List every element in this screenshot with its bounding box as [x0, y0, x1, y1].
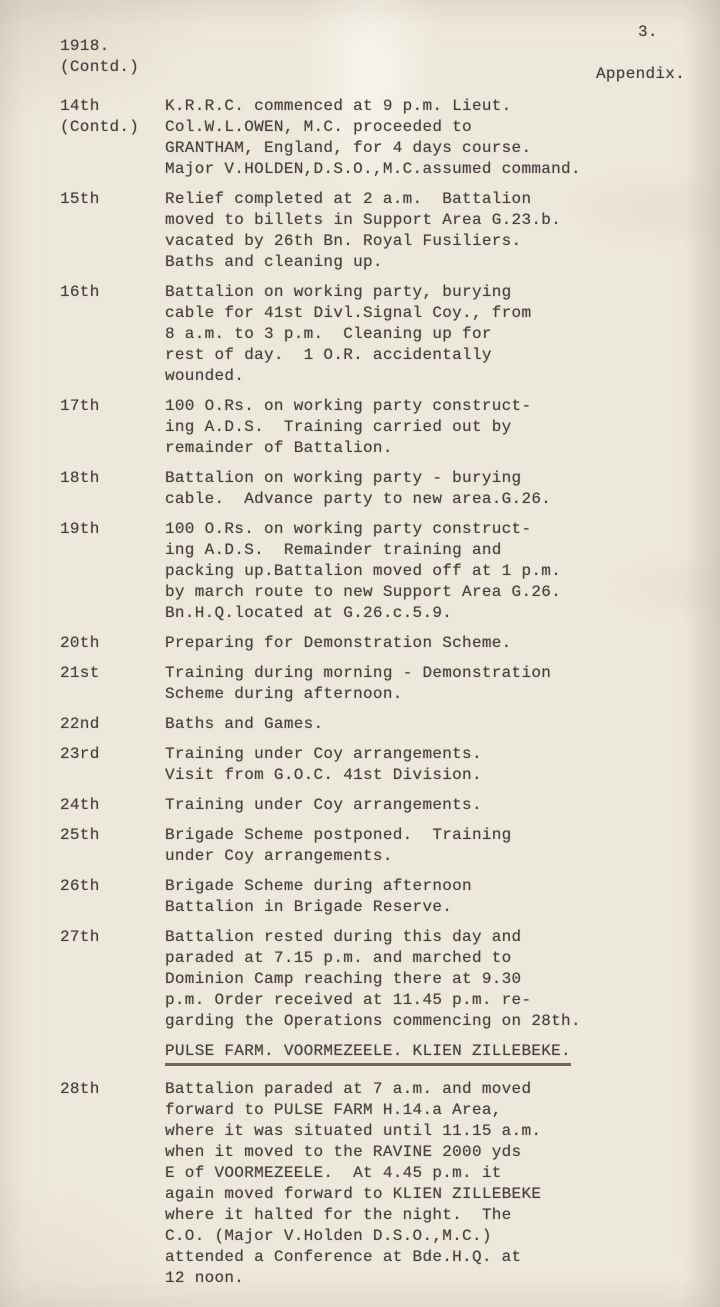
diary-entry [60, 663, 685, 705]
entry-line: E of VOORMEZEELE. At 4.45 p.m. it [165, 1164, 502, 1182]
entry-date [60, 795, 165, 816]
entry-date-line: 14th [60, 97, 100, 115]
entry-line: Baths and Games. [165, 715, 324, 733]
entry-line: Relief completed at 2 a.m. Battalion [165, 190, 532, 208]
entry-text [165, 876, 685, 918]
entry-date-line: 20th [60, 634, 100, 652]
entry-line: rest of day. 1 O.R. accidentally [165, 346, 492, 364]
entry-date-line: 16th [60, 283, 100, 301]
entry-line: wounded. [165, 367, 245, 385]
entry-date [60, 663, 165, 705]
entry-date-line: 27th [60, 928, 100, 946]
year-label: 1918. [60, 37, 110, 55]
entry-line: by march route to new Support Area G.26. [165, 583, 562, 601]
entry-line: moved to billets in Support Area G.23.b. [165, 211, 562, 229]
diary-entries [60, 96, 685, 1298]
entry-date [60, 825, 165, 867]
entry-line: packing up.Battalion moved off at 1 p.m. [165, 562, 562, 580]
entry-line: Brigade Scheme postponed. Training [165, 826, 512, 844]
diary-entry [60, 96, 685, 180]
diary-entry [60, 744, 685, 786]
entry-line: Major V.HOLDEN,D.S.O.,M.C.assumed command. [165, 160, 581, 178]
entry-line: Battalion rested during this day and [165, 928, 522, 946]
entry-line: ing A.D.S. Training carried out by [165, 418, 512, 436]
entry-line: paraded at 7.15 p.m. and marched to [165, 949, 512, 967]
entry-date [60, 96, 165, 180]
entry-line: vacated by 26th Bn. Royal Fusiliers. [165, 232, 522, 250]
entry-text [165, 468, 685, 510]
section-heading-text: PULSE FARM. VOORMEZEELE. KLIEN ZILLEBEKE. [165, 1041, 571, 1066]
entry-line: 100 O.Rs. on working party construct- [165, 397, 532, 415]
diary-entry [60, 282, 685, 387]
diary-entry [60, 876, 685, 918]
entry-line: again moved forward to KLIEN ZILLEBEKE [165, 1185, 542, 1203]
entry-line: Battalion on working party, burying [165, 283, 512, 301]
entry-text [165, 1079, 685, 1289]
entry-date-line: 17th [60, 397, 100, 415]
entry-line: Brigade Scheme during afternoon [165, 877, 472, 895]
entry-date-line: 26th [60, 877, 100, 895]
entry-line: where it halted for the night. The [165, 1206, 512, 1224]
entry-text [165, 744, 685, 786]
entry-line: under Coy arrangements. [165, 847, 393, 865]
entry-text [165, 189, 685, 273]
entry-line: GRANTHAM, England, for 4 days course. [165, 139, 532, 157]
entry-line: Visit from G.O.C. 41st Division. [165, 766, 482, 784]
entry-line: Scheme during afternoon. [165, 685, 403, 703]
entry-date-line: 24th [60, 796, 100, 814]
diary-entry [60, 1079, 685, 1289]
entry-date-line: 22nd [60, 715, 100, 733]
diary-entry [60, 714, 685, 735]
diary-entry [60, 633, 685, 654]
entry-line: Battalion in Brigade Reserve. [165, 898, 453, 916]
entry-date [60, 744, 165, 786]
entry-date-line: 25th [60, 826, 100, 844]
entry-line: cable. Advance party to new area.G.26. [165, 490, 552, 508]
entry-date [60, 927, 165, 1032]
entry-line: 8 a.m. to 3 p.m. Cleaning up for [165, 325, 492, 343]
section-heading [165, 1041, 685, 1066]
entry-line: 100 O.Rs. on working party construct- [165, 520, 532, 538]
entry-text [165, 795, 685, 816]
entry-line: Training under Coy arrangements. [165, 796, 482, 814]
entry-line: Baths and cleaning up. [165, 253, 383, 271]
entry-line: Battalion on working party - burying [165, 469, 522, 487]
entry-line: forward to PULSE FARM H.14.a Area, [165, 1101, 502, 1119]
entry-line: garding the Operations commencing on 28th. [165, 1012, 581, 1030]
entry-line: C.O. (Major V.Holden D.S.O.,M.C.) [165, 1227, 492, 1245]
entry-date-line: 18th [60, 469, 100, 487]
entry-text [165, 396, 685, 459]
entry-line: Preparing for Demonstration Scheme. [165, 634, 512, 652]
entry-line: when it moved to the RAVINE 2000 yds [165, 1143, 522, 1161]
entry-date [60, 396, 165, 459]
entry-date [60, 468, 165, 510]
diary-entry [60, 825, 685, 867]
entry-date [60, 1079, 165, 1289]
entry-text [165, 663, 685, 705]
diary-entry [60, 189, 685, 273]
entry-line: remainder of Battalion. [165, 439, 393, 457]
page-number: 3. [638, 23, 658, 41]
entry-text [165, 714, 685, 735]
entry-text [165, 282, 685, 387]
entry-line: ing A.D.S. Remainder training and [165, 541, 502, 559]
entry-date [60, 714, 165, 735]
entry-line: cable for 41st Divl.Signal Coy., from [165, 304, 532, 322]
entry-line: Bn.H.Q.located at G.26.c.5.9. [165, 604, 453, 622]
entry-text [165, 96, 685, 180]
year-continued-label: (Contd.) [60, 58, 140, 76]
entry-date-line: (Contd.) [60, 118, 140, 136]
entry-date-line: 23rd [60, 745, 100, 763]
diary-entry [60, 468, 685, 510]
diary-entry [60, 519, 685, 624]
entry-text [165, 519, 685, 624]
entry-date [60, 282, 165, 387]
entry-line: Battalion paraded at 7 a.m. and moved [165, 1080, 532, 1098]
entry-date [60, 876, 165, 918]
entry-date-line: 15th [60, 190, 100, 208]
entry-line: p.m. Order received at 11.45 p.m. re- [165, 991, 532, 1009]
entry-line: attended a Conference at Bde.H.Q. at [165, 1248, 522, 1266]
entry-line: Training under Coy arrangements. [165, 745, 482, 763]
entry-date [60, 633, 165, 654]
diary-entry [60, 927, 685, 1032]
entry-line: Col.W.L.OWEN, M.C. proceeded to [165, 118, 472, 136]
appendix-label: Appendix. [596, 65, 686, 83]
entry-text [165, 825, 685, 867]
entry-date-line: 28th [60, 1080, 100, 1098]
entry-line: Training during morning - Demonstration [165, 664, 552, 682]
entry-date [60, 519, 165, 624]
entry-line: where it was situated until 11.15 a.m. [165, 1122, 542, 1140]
entry-line: Dominion Camp reaching there at 9.30 [165, 970, 522, 988]
entry-date-line: 19th [60, 520, 100, 538]
entry-line: K.R.R.C. commenced at 9 p.m. Lieut. [165, 97, 512, 115]
entry-date [60, 189, 165, 273]
entry-text [165, 927, 685, 1032]
entry-line: 12 noon. [165, 1269, 245, 1287]
diary-entry [60, 795, 685, 816]
entry-text [165, 633, 685, 654]
entry-date-line: 21st [60, 664, 100, 682]
diary-entry [60, 396, 685, 459]
